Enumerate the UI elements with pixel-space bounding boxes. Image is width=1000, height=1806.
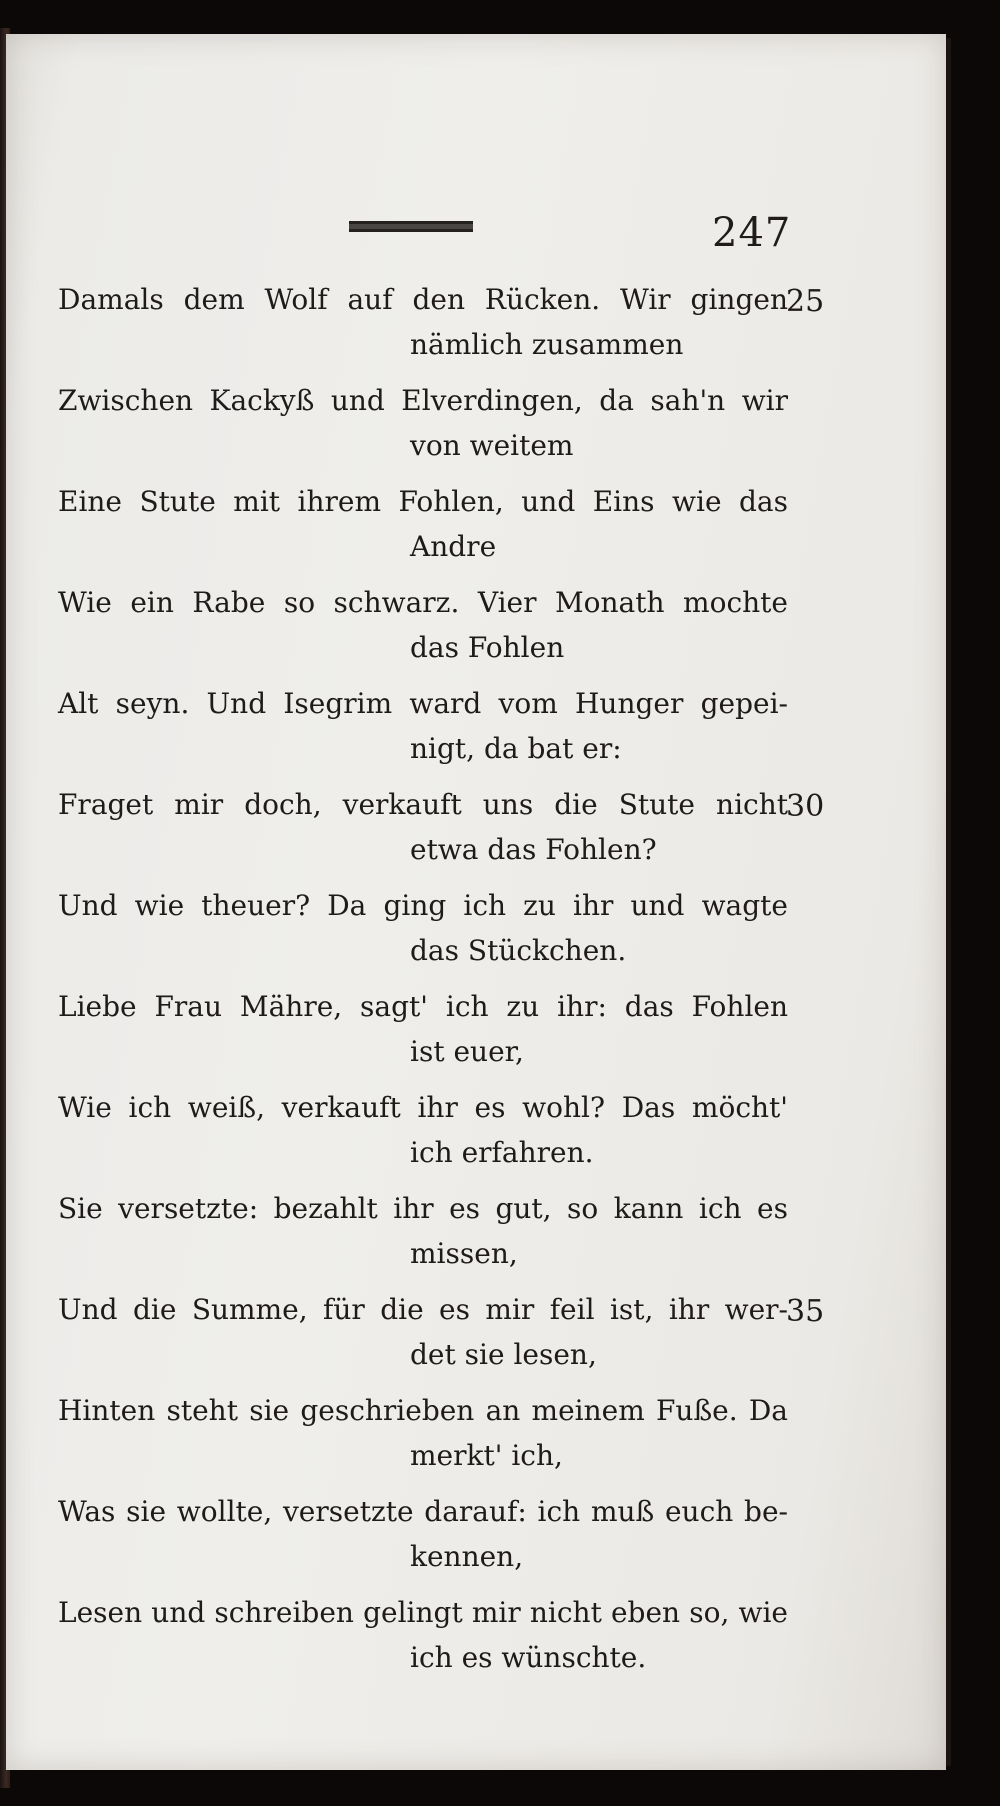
page-number: 247	[712, 210, 792, 256]
verse-line	[0, 1583, 900, 1684]
header-ornamental-rule	[349, 221, 473, 232]
verse-line	[0, 1078, 900, 1179]
verse-line	[0, 270, 900, 371]
verse-continuation-line: missen,	[410, 1237, 518, 1270]
verse-main-line: Und die Summe, für die es mir feil ist, ihr wer-	[58, 1293, 788, 1326]
verse-continuation-line: ich es wünschte.	[410, 1641, 647, 1674]
verse-line	[0, 1482, 900, 1583]
line-number: 25	[786, 284, 825, 319]
verse-main-line: Und wie theuer? Da ging ich zu ihr und wagte	[58, 889, 788, 922]
verse-line	[0, 1280, 900, 1381]
verse-main-line: Liebe Frau Mähre, sagt' ich zu ihr: das Fohlen	[58, 990, 788, 1023]
verse-line	[0, 977, 900, 1078]
verse-continuation-line: etwa das Fohlen?	[410, 833, 657, 866]
verse-main-line: Sie versetzte: bezahlt ihr es gut, so kann ich es	[58, 1192, 788, 1225]
verse-line	[0, 1381, 900, 1482]
verse-line	[0, 876, 900, 977]
verse-main-line: Eine Stute mit ihrem Fohlen, und Eins wie das	[58, 485, 788, 518]
verse-main-line: Wie ein Rabe so schwarz. Vier Monath mochte	[58, 586, 788, 619]
line-number: 30	[786, 789, 825, 824]
verse-line	[0, 1179, 900, 1280]
verse-continuation-line: das Stückchen.	[410, 934, 627, 967]
verse-continuation-line: ist euer,	[410, 1035, 524, 1068]
verse-continuation-line: kennen,	[410, 1540, 524, 1573]
verse-main-line: Wie ich weiß, verkauft ihr es wohl? Das möcht'	[58, 1091, 788, 1124]
verse-main-line: Zwischen Kackyß und Elverdingen, da sah'n wir	[58, 384, 788, 417]
verse-continuation-line: nigt, da bat er:	[410, 732, 622, 765]
verse-line	[0, 472, 900, 573]
verse-main-line: Fraget mir doch, verkauft uns die Stute nicht	[58, 788, 788, 821]
verse-line	[0, 775, 900, 876]
verse-continuation-line: merkt' ich,	[410, 1439, 563, 1472]
poem-text-block	[0, 270, 900, 1684]
verse-continuation-line: das Fohlen	[410, 631, 565, 664]
verse-main-line: Alt seyn. Und Isegrim ward vom Hunger gepei-	[58, 687, 788, 720]
line-number: 35	[786, 1294, 825, 1329]
page-edge-shadow	[946, 38, 951, 1766]
verse-continuation-line: ich erfahren.	[410, 1136, 594, 1169]
verse-line	[0, 573, 900, 674]
verse-continuation-line: Andre	[410, 530, 497, 563]
verse-continuation-line: nämlich zusammen	[410, 328, 684, 361]
verse-main-line: Was sie wollte, versetzte darauf: ich muß euch be-	[58, 1495, 788, 1528]
verse-main-line: Lesen und schreiben gelingt mir nicht eben so, wie	[58, 1596, 788, 1629]
verse-line	[0, 674, 900, 775]
verse-line	[0, 371, 900, 472]
verse-continuation-line: det sie lesen,	[410, 1338, 597, 1371]
verse-main-line: Hinten steht sie geschrieben an meinem Fuße. Da	[58, 1394, 788, 1427]
verse-main-line: Damals dem Wolf auf den Rücken. Wir gingen	[58, 283, 788, 316]
verse-continuation-line: von weitem	[410, 429, 574, 462]
